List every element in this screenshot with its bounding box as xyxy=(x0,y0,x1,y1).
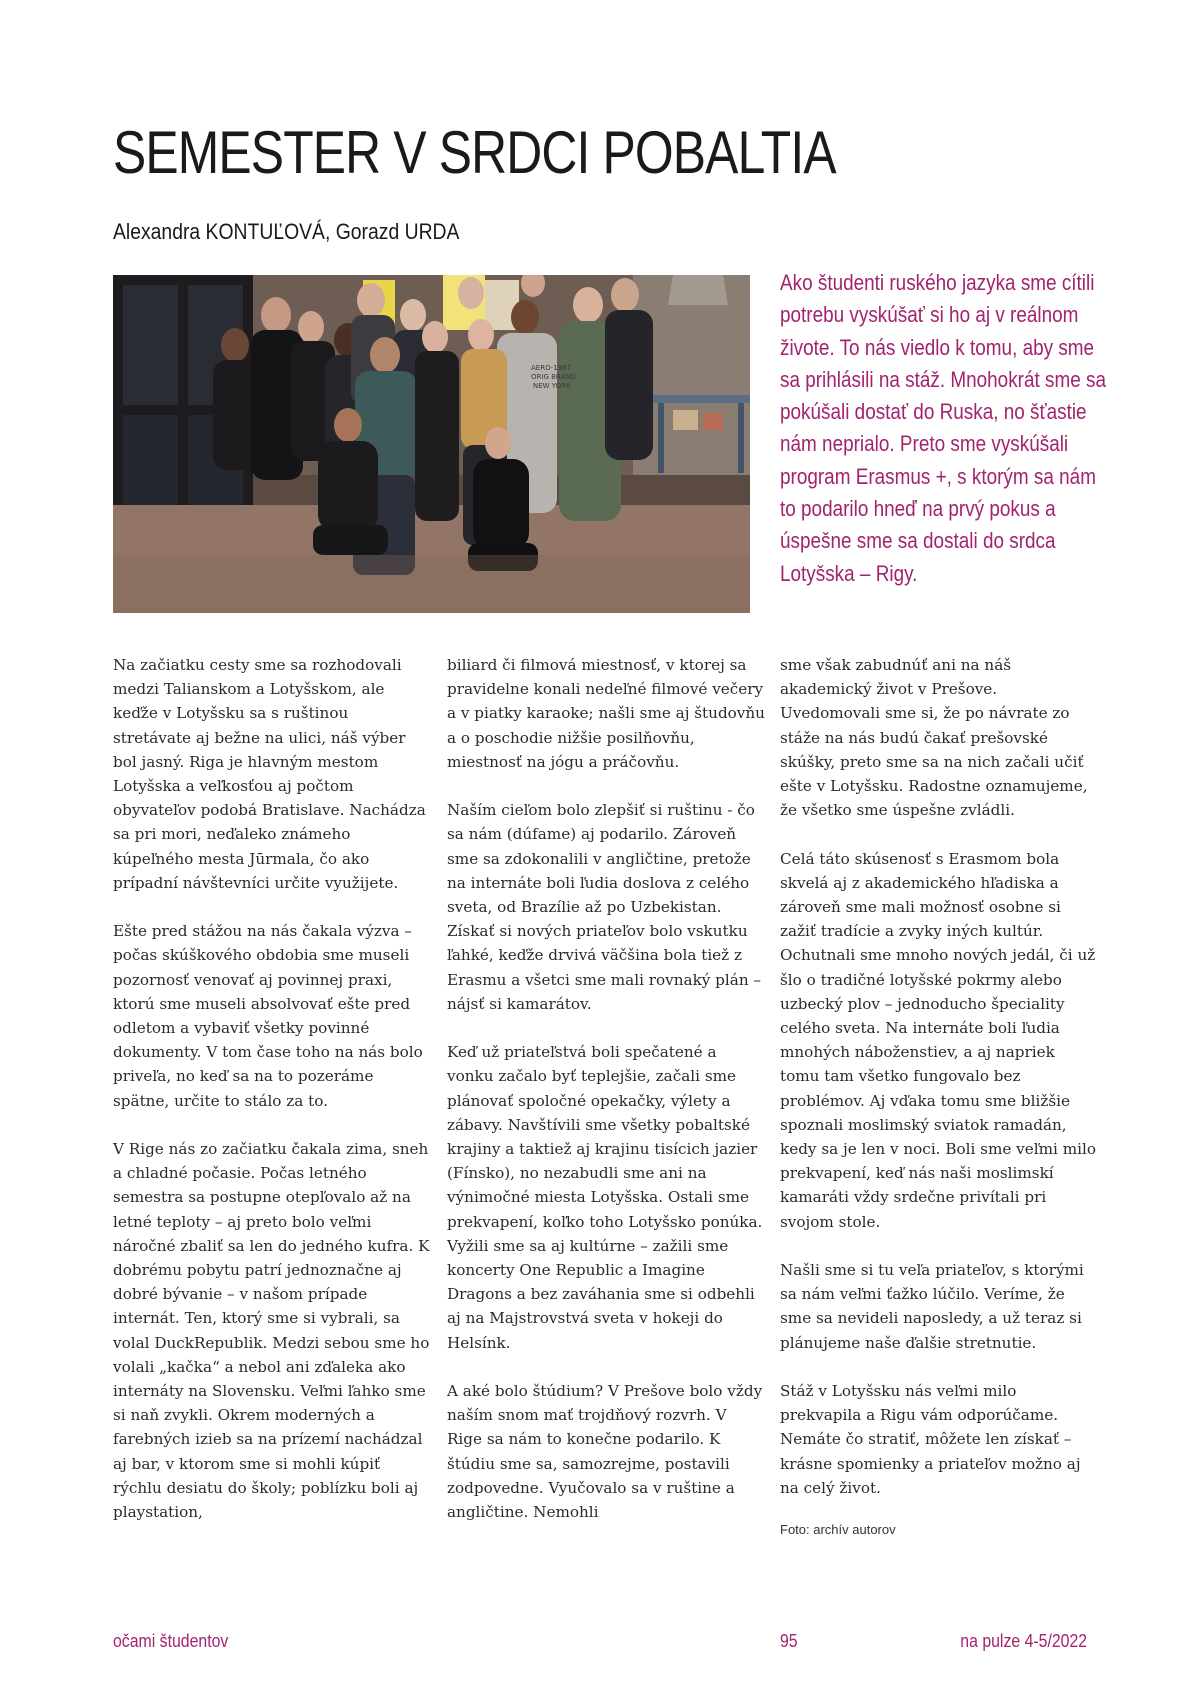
svg-text:ORIG BRAND: ORIG BRAND xyxy=(531,373,576,381)
paragraph: Stáž v Lotyšsku nás veľmi milo prekvapila a Rigu vám odporúčame. Nemáte čo stratiť, môžete len získať – krásne spomienky a priateľov možno aj na celý život. xyxy=(780,1382,1081,1497)
text-column-1 xyxy=(113,653,431,1548)
paragraph: biliard či filmová miestnosť, v ktorej sa pravidelne konali nedeľné filmové večery a v piatky karaoke; našli sme aj študovňu a o poschodie nižšie posilňovňu, miestnosť na jógu a práčovňu. xyxy=(447,656,765,771)
paragraph: Našli sme si tu veľa priateľov, s ktorými sa nám veľmi ťažko lúčilo. Veríme, že sme sa nevideli naposledy, a už teraz si plánujeme naše ďalšie stretnutie. xyxy=(780,1261,1084,1352)
footer-page-number xyxy=(780,1630,800,1652)
footer-section-label: očami študentov xyxy=(113,1631,229,1651)
lead-paragraph xyxy=(780,267,1110,590)
text-column-3 xyxy=(780,653,1098,1564)
article-authors: Alexandra KONTUĽOVÁ, Gorazd URDA xyxy=(113,219,460,244)
paragraph: Ešte pred stážou na nás čakala výzva – počas skúškového obdobia sme museli pozornosť venovať aj povinnej praxi, ktorú sme museli absolvovať ešte pred odletom a vybaviť všetky povinné dokumenty. V tom čase toho na nás bolo priveľa, no keď sa na to pozeráme spätne, určite to stálo za to. xyxy=(113,922,423,1110)
svg-text:NEW YORK: NEW YORK xyxy=(533,382,571,390)
group-photo xyxy=(113,275,750,613)
paragraph: V Rige nás zo začiatku čakala zima, sneh a chladné počasie. Počas letného semestra sa postupne otepľovalo až na letné teploty – aj preto bolo veľmi náročné zbaliť sa len do jedného kufra. K dobrému pobytu patrí jednoznačne aj dobré bývanie – v našom prípade internát. Ten, ktorý sme si vybrali, sa volal DuckRepublik. Medzi sebou sme ho volali „kačka“ a nebol ani zďaleka ako internáty na Slovensku. Veľmi ľahko sme si naň zvykli. Okrem moderných a farebných izieb sa na prízemí nachádzal aj bar, v ktorom sme si mohli kúpiť rýchlu desiatu do školy; poblízku boli aj playstation, xyxy=(113,1140,430,1522)
issue-label: na pulze 4-5/2022 xyxy=(960,1631,1087,1651)
page-number: 95 xyxy=(780,1631,798,1651)
text-column-2 xyxy=(447,653,765,1548)
paragraph: Keď už priateľstvá boli spečatené a vonku začalo byť teplejšie, začali sme plánovať spoločné opekačky, výlety a zábavy. Navštívili sme všetky pobaltské krajiny a taktiež aj krajinu tisícich jazier (Fínsko), no nezabudli sme ani na výnimočné miesta Lotyšska. Ostali sme prekvapení, koľko toho Lotyšsko ponúka. Vyžili sme sa aj kultúrne – zažili sme koncerty One Republic a Imagine Dragons a bez zaváhania sme si odbehli aj na Majstrovstvá sveta v hokeji do Helsínk. xyxy=(447,1043,763,1352)
lead-text: Ako študenti ruského jazyka sme cítili potrebu vyskúšať si ho aj v reálnom živote. To nás viedlo k tomu, aby sme sa prihlásili na stáž. Mnohokrát sme sa pokúšali dostať do Ruska, no šťastie nám neprialo. Preto sme vyskúšali program Erasmus +, s ktorým sa nám to podarilo hneď na prvý pokus a úspešne sme sa dostali do srdca Lotyšska – Rigy. xyxy=(780,270,1106,586)
paragraph: Celá táto skúsenosť s Erasmom bola skvelá aj z akademického hľadiska a zároveň sme mali možnosť osobne si zažiť tradície a zvyky iných kultúr. Ochutnali sme mnoho nových jedál, či už šlo o tradičné lotyšské pokrmy alebo uzbecký plov – jednoducho špeciality celého sveta. Na internáte boli ľudia mnohých náboženstiev, a aj napriek tomu tam všetko fungovalo bez problémov. Aj vďaka tomu sme bližšie spoznali moslimský sviatok ramadán, kedy sa je len v noci. Boli sme veľmi milo prekvapení, keď nás naši moslimskí kamaráti vždy srdečne privítali pri svojom stole. xyxy=(780,849,1096,1231)
svg-text:AERO-1987: AERO-1987 xyxy=(531,364,572,372)
article-title: SEMESTER V SRDCI POBALTIA xyxy=(113,119,836,186)
paragraph: Naším cieľom bolo zlepšiť si ruštinu - čo sa nám (dúfame) aj podarilo. Zároveň sme sa zdokonalili v angličtine, pretože na internáte boli ľudia doslova z celého sveta, od Brazílie až po Uzbekistan. Získať si nových priateľov bolo vskutku ľahké, keďže drvivá väčšina bola tiež z Erasmu a všetci sme mali rovnaký plán – nájsť si kamarátov. xyxy=(447,801,762,1013)
paragraph: Na začiatku cesty sme sa rozhodovali medzi Talianskom a Lotyšskom, ale keďže v Lotyšsku sa s ruštinou stretávate aj bežne na ulici, náš výber bol jasný. Riga je hlavným mestom Lotyšska a veľkosťou aj počtom obyvateľov podobá Bratislave. Nachádza sa pri mori, neďaleko známeho kúpeľného mesta Jūrmala, čo ako prípadní návštevníci určite využijete. xyxy=(113,656,426,892)
footer-issue xyxy=(943,1630,1087,1652)
paragraph: A aké bolo štúdium? V Prešove bolo vždy naším snom mať trojdňový rozvrh. V Rige sa nám to konečne podarilo. K štúdiu sme sa, samozrejme, postavili zodpovedne. Vyučovalo sa v ruštine a angličtine. Nemohli xyxy=(447,1382,763,1522)
paragraph: sme však zabudnúť ani na náš akademický život v Prešove. Uvedomovali sme si, že po návrate zo stáže na nás budú čakať prešovské skúšky, preto sme sa na nich začali učiť ešte v Lotyšsku. Radostne oznamujeme, že všetko sme úspešne zvládli. xyxy=(780,656,1088,820)
photo-credit: Foto: archív autorov xyxy=(780,1522,896,1538)
footer-section xyxy=(113,1630,244,1652)
